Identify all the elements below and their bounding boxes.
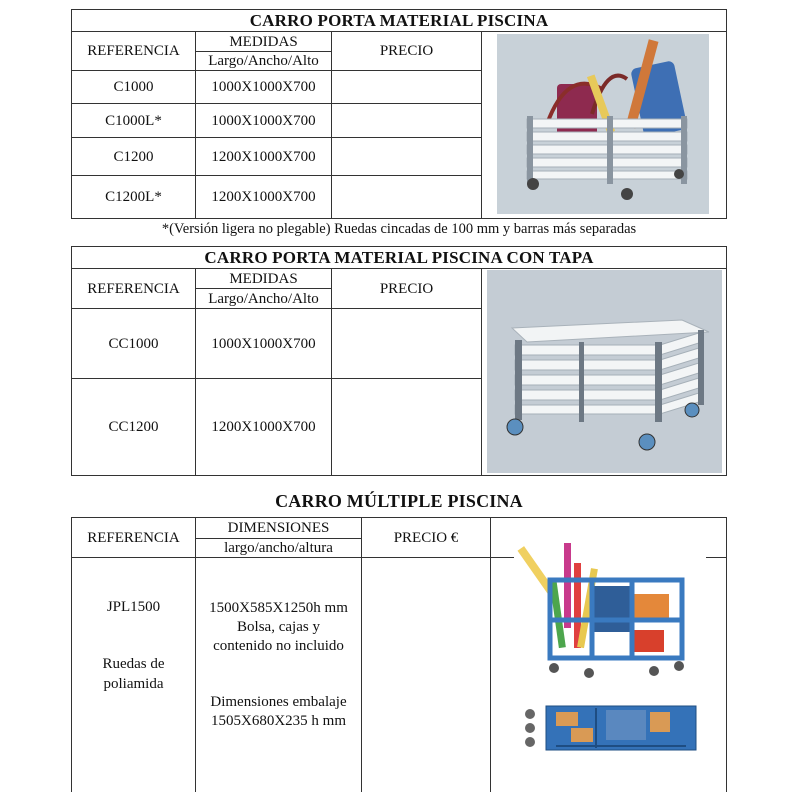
table3-dim-line: contenido no incluido (213, 638, 344, 654)
table1-row-ref: C1200L* (105, 189, 162, 205)
cart-with-lid-photo (487, 270, 722, 473)
table3-title: CARRO MÚLTIPLE PISCINA (275, 490, 523, 511)
table2-row-medidas: 1000X1000X700 (211, 335, 316, 352)
cart-photo (497, 34, 709, 214)
table3-dim-line: Dimensiones embalaje (210, 694, 347, 710)
table1-row-medidas: 1200X1000X700 (211, 189, 316, 205)
table1-row-medidas: 1200X1000X700 (211, 148, 316, 165)
table1-row-ref: C1200 (113, 148, 154, 165)
table2-header-referencia: REFERENCIA (87, 280, 180, 297)
table2-row-ref: CC1200 (108, 419, 159, 435)
table3-dim-line: Bolsa, cajas y (237, 619, 320, 635)
table2-row-ref: CC1000 (108, 335, 159, 352)
multiple-cart-photo (514, 538, 706, 686)
table2-header-medidas-sub: Largo/Ancho/Alto (208, 290, 319, 307)
packaging-photo (516, 696, 704, 758)
table3-dim-line: 1505X680X235 h mm (211, 713, 346, 729)
table1-row-ref: C1000 (113, 79, 154, 95)
table1-row-ref: C1000L* (105, 112, 162, 129)
table3-header-dimensiones: DIMENSIONES (227, 520, 330, 536)
table1-note: *(Versión ligera no plegable) Ruedas cincadas de 100 mm y barras más separadas (161, 221, 637, 237)
table1-header-medidas: MEDIDAS (229, 33, 298, 50)
table3-ref: JPL1500 (106, 599, 161, 615)
table1-header-referencia: REFERENCIA (87, 43, 180, 59)
table1-title: CARRO PORTA MATERIAL PISCINA (249, 10, 549, 30)
table3-header-referencia: REFERENCIA (87, 529, 180, 546)
table2-row-medidas: 1200X1000X700 (211, 419, 316, 435)
table1-row-medidas: 1000X1000X700 (211, 79, 316, 95)
table3-header-dimensiones-sub: largo/ancho/altura (224, 540, 333, 556)
table3-header-precio: PRECIO € (393, 529, 459, 546)
table3-dim-line: 1500X585X1250h mm (209, 600, 348, 616)
table2-header-precio: PRECIO (379, 280, 434, 297)
table2-title: CARRO PORTA MATERIAL PISCINA CON TAPA (204, 247, 594, 267)
table1-row-medidas: 1000X1000X700 (211, 112, 316, 129)
table3-ref-note-2: poliamida (103, 676, 164, 692)
table1-header-medidas-sub: Largo/Ancho/Alto (208, 53, 319, 69)
table2-header-medidas: MEDIDAS (229, 270, 298, 287)
table3-ref-note-1: Ruedas de (102, 656, 165, 672)
table1-header-precio: PRECIO (379, 43, 434, 59)
